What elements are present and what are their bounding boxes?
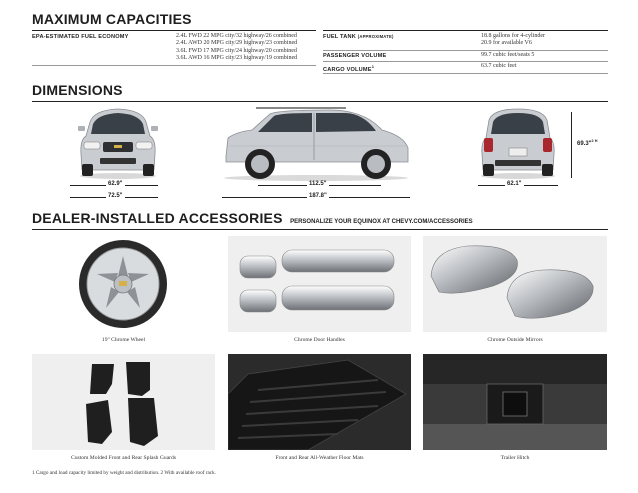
cargo-volume-sup: 1: [371, 64, 375, 69]
floor-mats-tile: [228, 354, 411, 450]
chrome-wheel-tile: [32, 236, 215, 332]
dimensions-title: DIMENSIONS: [32, 82, 123, 98]
fuel-tank-line: 18.8 gallons for 4-cylinder: [481, 33, 545, 39]
capacities-title: MAXIMUM CAPACITIES: [32, 11, 192, 27]
fuel-tank-rule: [323, 50, 608, 51]
car-side-view-image: [218, 104, 414, 182]
capacities-bottom-rule-left: [32, 65, 316, 66]
chrome-wheel-caption: 19" Chrome Wheel: [101, 337, 146, 343]
height-sup: 2 H: [591, 139, 598, 143]
height-line: [571, 112, 572, 178]
chrome-wheel-image: [32, 236, 215, 332]
fuel-tank-values: [481, 33, 545, 48]
fuel-economy-line: 3.6L FWD 17 MPG city/24 highway/20 combined: [176, 47, 297, 54]
cargo-volume-value: 63.7 cubic feet: [481, 63, 517, 69]
fuel-economy-label: EPA-ESTIMATED FUEL ECONOMY: [32, 34, 129, 40]
cargo-volume-rule: [323, 73, 608, 74]
fuel-tank-note: (APPROXIMATE): [357, 34, 394, 39]
length-label: 187.8": [309, 193, 327, 199]
car-front-view-image: [76, 104, 160, 182]
height-label: [575, 139, 599, 147]
capacities-rule-right: [323, 30, 608, 31]
passenger-volume-value: 99.7 cubic feet/seats 5: [481, 52, 535, 58]
capacities-rule-left: [32, 30, 316, 31]
splash-guards-caption: Custom Molded Front and Rear Splash Guards: [70, 455, 177, 461]
front-width-outer-label: 72.5": [108, 193, 123, 199]
cargo-volume-label: [323, 64, 374, 73]
door-handles-tile: [228, 236, 411, 332]
floor-mats-caption: Front and Rear All-Weather Floor Mats: [275, 455, 364, 461]
door-handles-caption: Chrome Door Handles: [294, 337, 345, 343]
outside-mirrors-tile: [423, 236, 607, 332]
fuel-economy-line: 3.6L AWD 16 MPG city/23 highway/19 combined: [176, 55, 298, 62]
cargo-volume-label-text: CARGO VOLUME: [323, 66, 372, 73]
outside-mirrors-image: [423, 236, 607, 332]
height-value: 69.3": [577, 141, 592, 147]
passenger-volume-rule: [323, 61, 608, 62]
wheelbase-label: 112.5": [309, 181, 327, 187]
trailer-hitch-image: [423, 354, 607, 450]
footnote: 1 Cargo and load capacity limited by weight and distribution. 2 With available roof rack.: [32, 470, 216, 476]
rear-track-label: 62.1": [507, 181, 522, 187]
splash-guards-tile: [32, 354, 215, 450]
fuel-economy-line: 2.4L AWD 20 MPG city/29 highway/23 combined: [176, 40, 298, 47]
fuel-economy-list: [176, 33, 297, 63]
accessories-title: DEALER-INSTALLED ACCESSORIES: [32, 210, 283, 226]
accessories-heading: [32, 210, 473, 228]
door-handles-image: [228, 236, 411, 332]
accessories-rule: [32, 229, 608, 230]
fuel-economy-line: 2.4L FWD 22 MPG city/32 highway/26 combined: [176, 33, 297, 39]
fuel-tank-label-text: FUEL TANK: [323, 34, 356, 40]
floor-mats-image: [228, 354, 411, 450]
accessories-subtitle: PERSONALIZE YOUR EQUINOX AT CHEVY.COM/ACCESSORIES: [290, 219, 473, 225]
car-rear-view-image: [477, 104, 559, 182]
passenger-volume-label: PASSENGER VOLUME: [323, 53, 387, 59]
front-width-inner-label: 62.9": [108, 181, 123, 187]
fuel-tank-label: [323, 34, 394, 40]
trailer-hitch-tile: [423, 354, 607, 450]
splash-guards-image: [32, 354, 215, 450]
trailer-hitch-caption: Trailer Hitch: [500, 455, 530, 461]
fuel-tank-line: 20.9 for available V6: [481, 40, 532, 47]
outside-mirrors-caption: Chrome Outside Mirrors: [487, 337, 543, 343]
dimensions-rule: [32, 101, 608, 102]
